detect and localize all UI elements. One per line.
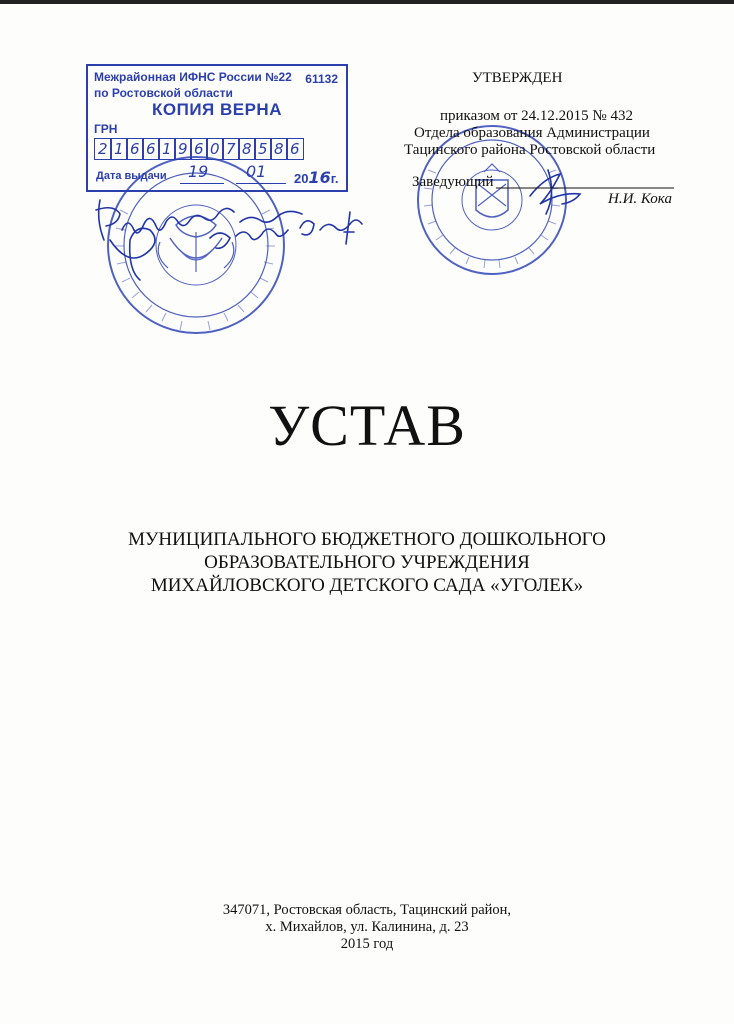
grn-digit: 2 bbox=[94, 138, 112, 160]
grn-digit: 8 bbox=[270, 138, 288, 160]
document-title: УСТАВ bbox=[268, 393, 466, 458]
grn-digit: 5 bbox=[254, 138, 272, 160]
date-underline bbox=[236, 183, 286, 184]
approval-district: Тацинского района Ростовской области bbox=[404, 142, 656, 158]
stamp-grn-label: ГРН bbox=[94, 122, 118, 136]
approval-heading: УТВЕРЖДЕН bbox=[472, 70, 563, 86]
approval-name: Н.И. Кока bbox=[608, 191, 672, 207]
approval-position: Заведующий bbox=[412, 174, 494, 190]
document-subtitle bbox=[0, 528, 734, 597]
date-underline bbox=[180, 183, 224, 184]
document-year: 2015 год bbox=[340, 936, 394, 952]
grn-digit: 6 bbox=[142, 138, 160, 160]
grn-digit: 9 bbox=[174, 138, 192, 160]
subtitle-line-1: МУНИЦИПАЛЬНОГО БЮДЖЕТНОГО ДОШКОЛЬНОГО bbox=[128, 529, 606, 550]
grn-digit: 0 bbox=[206, 138, 224, 160]
grn-digit: 6 bbox=[190, 138, 208, 160]
stamp-date-day: 19 bbox=[188, 162, 209, 181]
stamp-region: по Ростовской области bbox=[94, 86, 233, 100]
stamp-date-label: Дата выдачи bbox=[96, 170, 167, 182]
grn-digit: 8 bbox=[238, 138, 256, 160]
subtitle-line-3: МИХАЙЛОВСКОГО ДЕТСКОГО САДА «УГОЛЕК» bbox=[150, 575, 584, 596]
grn-digit: 7 bbox=[222, 138, 240, 160]
grn-digit: 1 bbox=[110, 138, 128, 160]
subtitle-line-2: ОБРАЗОВАТЕЛЬНОГО УЧРЕЖДЕНИЯ bbox=[204, 552, 530, 573]
stamp-date-year: 2016г. bbox=[294, 168, 339, 187]
stamp-tax-office-name: Межрайонная ИФНС России №22 bbox=[94, 70, 292, 84]
document-address bbox=[0, 902, 734, 953]
approval-order: приказом от 24.12.2015 № 432 bbox=[440, 108, 633, 124]
address-line-1: 347071, Ростовская область, Тацинский район, bbox=[222, 902, 512, 918]
grn-digit: 1 bbox=[158, 138, 176, 160]
approval-department: Отдела образования Администрации bbox=[414, 125, 650, 141]
stamp-office-number: 61132 bbox=[305, 72, 338, 86]
stamp-date-month: 01 bbox=[246, 162, 267, 181]
grn-digit: 6 bbox=[286, 138, 304, 160]
stamp-title: КОПИЯ ВЕРНА bbox=[152, 100, 282, 119]
address-line-2: х. Михайлов, ул. Калинина, д. 23 bbox=[265, 919, 469, 935]
copy-certified-stamp bbox=[86, 64, 348, 192]
stamp-grn-digits bbox=[94, 138, 302, 160]
grn-digit: 6 bbox=[126, 138, 144, 160]
handwritten-signature-right bbox=[530, 170, 580, 214]
